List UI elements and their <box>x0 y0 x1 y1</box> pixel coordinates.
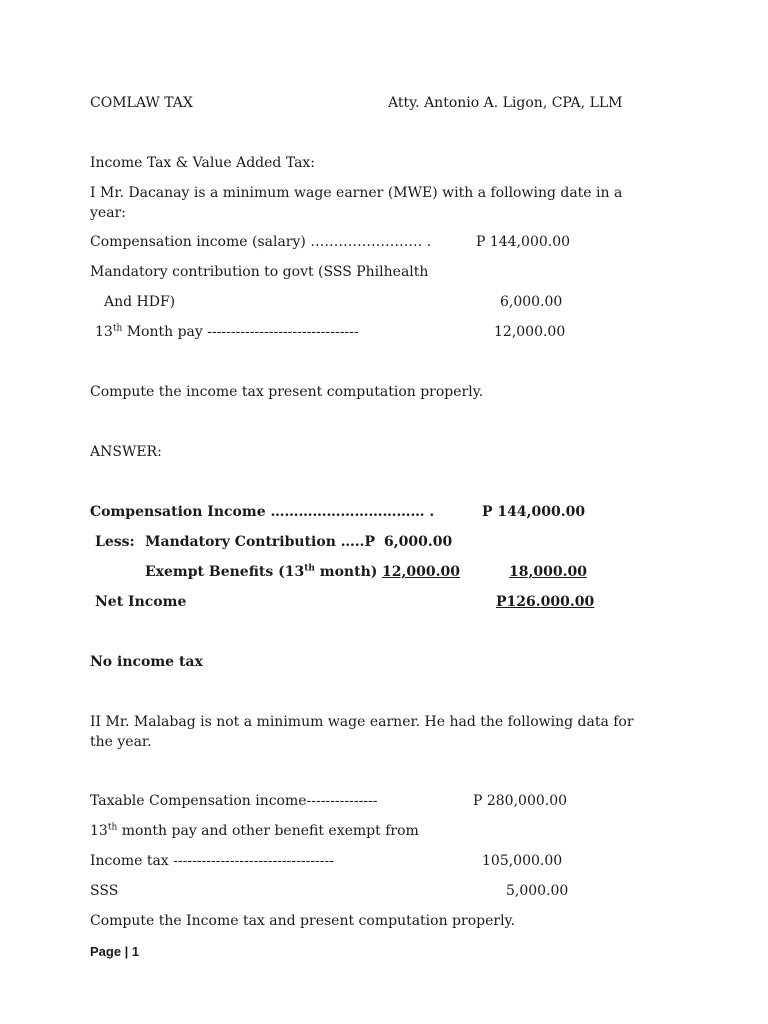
p2-benefit-num: 13 <box>90 823 108 839</box>
ans-mandatory-label: Mandatory Contribution …..P <box>145 534 376 550</box>
p1-instruction: Compute the income tax present computation properly. <box>90 384 484 400</box>
p1-compensation-value: P 144,000.00 <box>476 234 571 250</box>
p1-mandatory-value: 6,000.00 <box>500 294 563 310</box>
author-name: Atty. Antonio A. Ligon, CPA, LLM <box>388 95 623 111</box>
p2-income-tax-label: Income tax ---------------------------------- <box>90 853 334 869</box>
ans-exempt-value: 12,000.00 <box>382 564 460 580</box>
ans-exempt-post: month) <box>314 564 378 580</box>
ans-total-deduction: 18,000.00 <box>509 564 587 580</box>
problem1-intro-line2: year: <box>90 205 126 221</box>
ans-compensation-value: P 144,000.00 <box>482 504 586 520</box>
ans-exempt-label <box>145 563 377 581</box>
ans-net-income-value: P126.000.00 <box>496 594 595 610</box>
p1-13th-month-label <box>95 323 359 341</box>
p2-benefit-label <box>90 822 419 840</box>
p2-taxable-value: P 280,000.00 <box>473 793 568 809</box>
p1-mandatory-label-line1: Mandatory contribution to govt (SSS Philhealth <box>90 264 429 280</box>
p2-benefit-sup: th <box>107 822 118 833</box>
p2-instruction: Compute the Income tax and present computation properly. <box>90 913 516 929</box>
p2-sss-label: SSS <box>90 883 119 899</box>
p1-mandatory-label-line2: And HDF) <box>104 294 176 310</box>
answer-label: ANSWER: <box>90 444 162 460</box>
p1-13th-rest: Month pay -------------------------------- <box>122 324 359 340</box>
course-title: COMLAW TAX <box>90 95 193 111</box>
ans-exempt-sup: th <box>304 563 315 574</box>
p1-13th-month-value: 12,000.00 <box>494 324 566 340</box>
ans-mandatory-value: 6,000.00 <box>384 534 453 550</box>
p1-compensation-label: Compensation income (salary) …………………… . <box>90 234 432 250</box>
ans-exempt-pre: Exempt Benefits (13 <box>145 564 305 580</box>
p2-sss-value: 5,000.00 <box>506 883 569 899</box>
ans-conclusion: No income tax <box>90 654 203 670</box>
problem1-intro-line1: I Mr. Dacanay is a minimum wage earner (MWE) with a following date in a <box>90 185 623 201</box>
page-number: Page | 1 <box>90 944 140 959</box>
ans-less-label: Less: <box>95 534 135 550</box>
p2-taxable-label: Taxable Compensation income--------------- <box>90 793 378 809</box>
ans-net-income-label: Net Income <box>95 594 187 610</box>
p2-income-tax-value: 105,000.00 <box>482 853 563 869</box>
p1-13th-sup: th <box>112 323 123 334</box>
problem2-intro-line1: II Mr. Malabag is not a minimum wage earner. He had the following data for <box>90 714 634 730</box>
p2-benefit-rest: month pay and other benefit exempt from <box>117 823 419 839</box>
p1-13th-num: 13 <box>95 324 113 340</box>
ans-compensation-label: Compensation Income …………………………… . <box>90 504 435 520</box>
problem2-intro-line2: the year. <box>90 734 152 750</box>
section-title: Income Tax & Value Added Tax: <box>90 155 316 171</box>
